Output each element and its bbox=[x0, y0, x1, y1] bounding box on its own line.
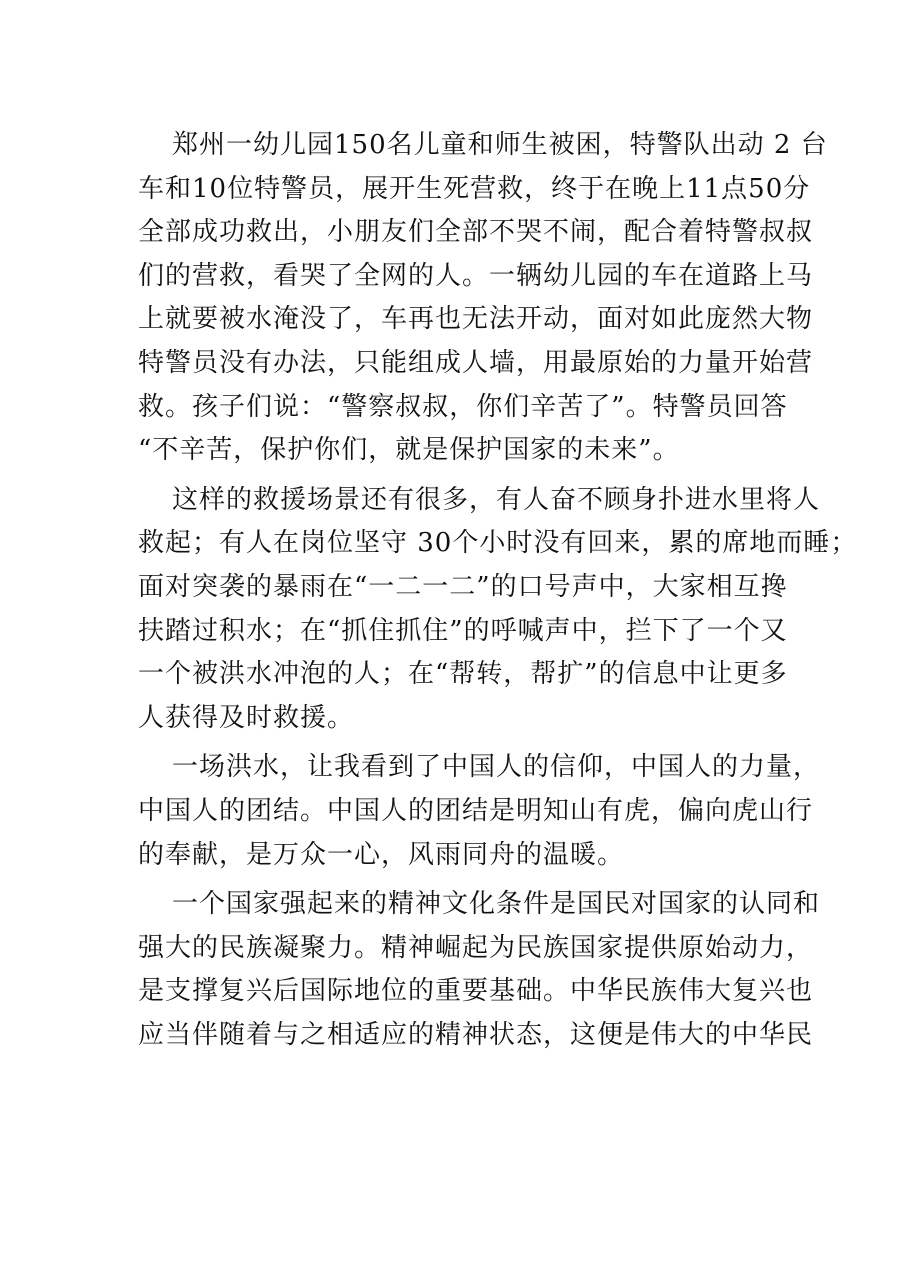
text-line: 扶踏过积水；在“抓住抓住”的呼喊声中，拦下了一个又 bbox=[138, 615, 788, 646]
text-line: 上就要被水淹没了，车再也无法开动，面对如此庞然大物 bbox=[138, 304, 814, 335]
text-line: 全部成功救出，小朋友们全部不哭不闹，配合着特警叔叔 bbox=[138, 217, 814, 248]
text-line: 是支撑复兴后国际地位的重要基础。中华民族伟大复兴也 bbox=[138, 976, 814, 1007]
document-body bbox=[138, 124, 858, 1063]
text-line: 郑州一幼儿园150名儿童和师生被困，特警队出动 2 台 bbox=[172, 130, 828, 160]
text-line: 一场洪水，让我看到了中国人的信仰，中国人的力量， bbox=[172, 752, 821, 783]
text-line: 人获得及时救援。 bbox=[138, 702, 355, 733]
text-line: 的奉献，是万众一心，风雨同舟的温暖。 bbox=[138, 839, 625, 870]
text-line: 面对突袭的暴雨在“一二一二”的口号声中，大家相互搀 bbox=[138, 571, 788, 602]
text-line: 这样的救援场景还有很多，有人奋不顾身扑进水里将人 bbox=[172, 484, 821, 515]
text-line: 应当伴随着与之相适应的精神状态，这便是伟大的中华民 bbox=[138, 1019, 814, 1050]
text-line: 一个国家强起来的精神文化条件是国民对国家的认同和 bbox=[172, 889, 821, 920]
paragraph-1 bbox=[138, 124, 828, 473]
text-line: 车和10位特警员，展开生死营救，终于在晚上11点50分 bbox=[138, 173, 811, 204]
paragraph-3 bbox=[138, 746, 821, 877]
text-line: 一个被洪水冲泡的人；在“帮转，帮扩”的信息中让更多 bbox=[138, 659, 788, 690]
text-line: 救起；有人在岗位坚守 30个小时没有回来，累的席地而睡； bbox=[138, 528, 858, 559]
paragraph-4 bbox=[138, 883, 821, 1057]
text-line: 强大的民族凝聚力。精神崛起为民族国家提供原始动力， bbox=[138, 932, 814, 963]
paragraph-2 bbox=[138, 479, 858, 741]
text-line: “不辛苦，保护你们，就是保护国家的未来”。 bbox=[138, 435, 680, 466]
text-line: 们的营救，看哭了全网的人。一辆幼儿园的车在道路上马 bbox=[138, 260, 814, 291]
text-line: 救。孩子们说：“警察叔叔，你们辛苦了”。特警员回答 bbox=[138, 391, 788, 422]
text-line: 中国人的团结。中国人的团结是明知山有虎，偏向虎山行 bbox=[138, 795, 814, 826]
text-line: 特警员没有办法，只能组成人墙，用最原始的力量开始营 bbox=[138, 347, 814, 378]
